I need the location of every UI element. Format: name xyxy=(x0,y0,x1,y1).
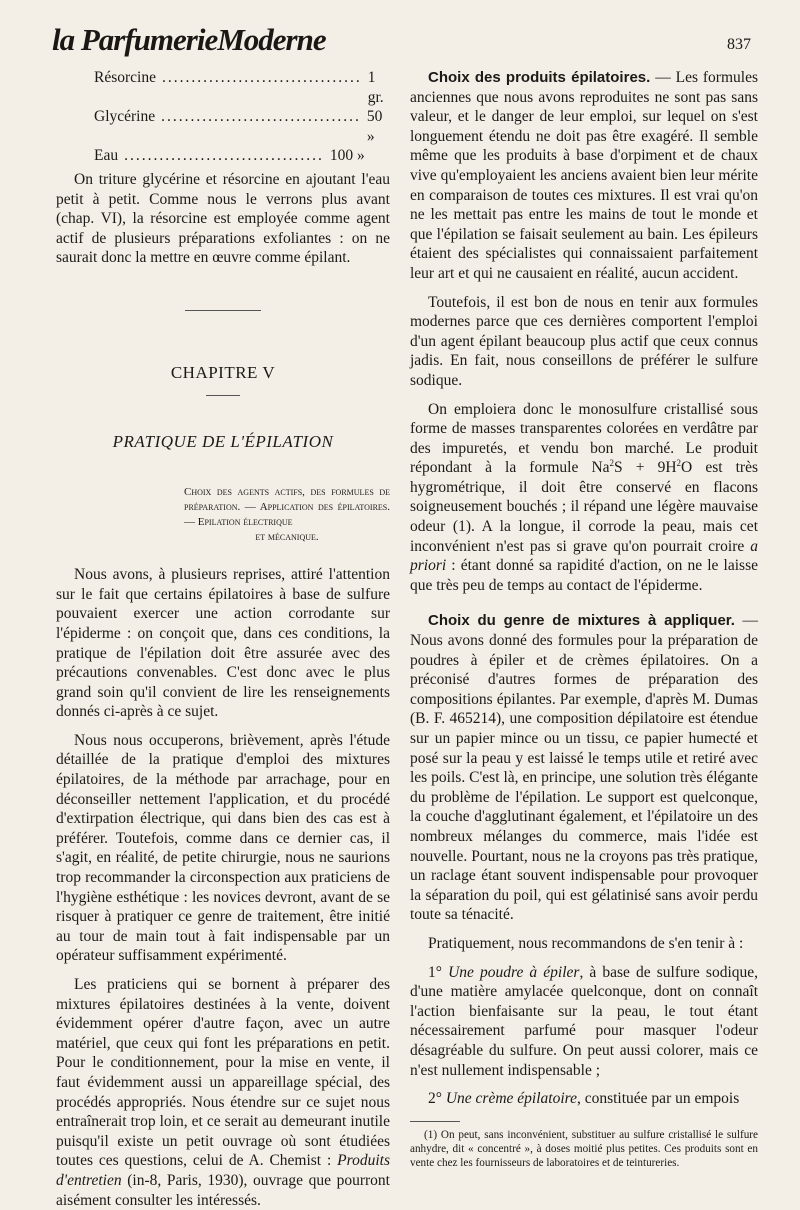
footnote-divider xyxy=(410,1121,460,1122)
chapter-divider xyxy=(206,395,240,396)
paragraph xyxy=(56,975,390,1210)
text-run: On emploiera donc le monosulfure cristallisé sous forme de masses transparentes colorées en verdâtre par des impuretés, et vendu bon marché. Le produit répondant à la formule Na xyxy=(410,400,758,477)
text-run: (in-8, Paris, 1930), ouvrage que pourront aisément consulter les intéressés. xyxy=(56,1171,390,1209)
subscript-digit: 2 xyxy=(676,458,682,469)
ingredient-name: Résorcine xyxy=(94,69,156,86)
paragraph: Nous avons, à plusieurs reprises, attiré l'attention sur le fait que certains épilatoires à base de sulfure pouvaient exercer une action corrodante sur l'épiderme : on conçoit que, dans ces conditions, la pratique de l'épilation doit être assurée avec des précautions convenables. C'est donc avec le plus grand soin qu'il convient de lire les renseignements donnés ci-après à ce sujet. xyxy=(56,566,390,721)
book-title: Produits d'entretien xyxy=(56,1152,390,1189)
paragraph xyxy=(410,68,758,284)
paragraph xyxy=(410,611,758,925)
page-number: 837 xyxy=(727,36,751,53)
text-run: Les praticiens qui se bornent à préparer des mixtures épilatoires destinées à la vente, doivent évidemment opérer d'autre façon, avec un autre matériel, que ceux qui font les préparations en petit. Pour le conditionnement, pour la mise en vente, il faut évidemment aussi un appareillage spécial, des procédés appropriés. Nous étendre sur ce sujet nous entraînerait trop loin, et ce serait au demeurant inutile puisqu'il existe un petit ouvrage où sont étudiées toutes ces questions, celui de A. Chemist : xyxy=(56,976,390,1170)
ingredient-amount: 100 » xyxy=(329,147,365,165)
ingredient-amount: 1 gr. xyxy=(367,69,384,106)
footnote: (1) On peut, sans inconvénient, substituer au sulfure cristallisé le sulfure anhydre, dit « concentré », à doses moitié plus petites. Ces produits sont en vente chez les fournisseurs de laboratoires et de teintureries. xyxy=(410,1128,758,1169)
text-run: O est très hygrométrique, il doit être conservé en flacons soigneusement bouchés ; il répand une légère mauvaise odeur (1). A la longue, il corrode la peau, mais cet inconvénient n'est pas si grave qu'on pourrait croire xyxy=(410,459,758,555)
ingredient-name: Glycérine xyxy=(94,108,156,126)
text-run: — Les formules anciennes que nous avons reproduites ne sont pas sans valeur, et le danger de leur emploi, sur lequel on s'est longuement étendu ne doit pas être exagéré. Il semble même que les produits à base d'orpiment et de chaux vive qu'employaient les anciens avaient bien leur mérite en comparaison de toutes ces mixtures. Il est vrai qu'on ne les mettait pas entre les mains de tout le monde et que l'épilation se faisait seulement au bain. Les épileurs étaient des spécialistes qui connaissaient parfaitement leur art et qui ne causaient en réalité, aucun accident. xyxy=(410,69,758,282)
subscript-digit: 2 xyxy=(609,458,615,469)
latin-phrase: a priori xyxy=(410,537,758,575)
leader-dots: .................................. xyxy=(161,108,361,126)
chapter-summary xyxy=(184,485,390,545)
item-title: Une crème épilatoire xyxy=(445,1090,577,1108)
recipe-item xyxy=(56,68,390,107)
runin-heading: Choix du genre de mixtures à appliquer. xyxy=(428,612,735,630)
text-run: , constituée par un empois xyxy=(576,1090,740,1108)
text-run: — Nous avons donné des formules pour la préparation de poudres à épiler et de crèmes épilatoires. On a préconisé d'autres formes de préparation des compositions épilantes. Par exemple, d'après M. Dumas (B. F. 465214), une composition dépilatoire est étendue sur un papier mince ou un tissu, ce papier humecté et posé sur la peau y est laissé le temps utile et retiré avec les poils. C'est là, en principe, une solution très élégante du problème de l'épilation. Le support est quelconque, la couche d'agglutinant également, et l'épilatoire un des nombreux mélanges du commerce, mais l'idée est nouvelle. Pourtant, nous ne la croyons pas très pratique, un raclage étant souvent indispensable pour provoquer la séparation du poil, qui est gélatinisé sans avoir perdu toute sa ténacité. xyxy=(410,612,758,924)
paragraph: Toutefois, il est bon de nous en tenir aux formules modernes parce que ces dernières comportent l'emploi d'un agent épilant beaucoup plus actif que ceux connus jadis. En fait, nous conseillons de préférer le sulfure sodique. xyxy=(410,293,758,389)
paragraph: On triture glycérine et résorcine en ajoutant l'eau petit à petit. Comme nous le verrons plus avant (chap. VI), la résorcine est employée comme agent actif de plusieurs préparations exfoliantes : on ne saurait donc la mettre en œuvre comme épilant. xyxy=(56,170,390,267)
paragraph: Nous nous occuperons, brièvement, après l'étude détaillée de la pratique d'emploi des mixtures épilatoires, de la méthode par arrachage, pour en déconseiller nettement l'application, et du procédé d'extirpation électrique, qui dans bien des cas est à préférer. Toutefois, comme dans ce dernier cas, il s'agit, en réalité, de petite chirurgie, nous ne saurions trop recommander la circonspection aux praticiens de l'hygiène esthétique : les novices devront, avant de se risquer à pratiquer ce genre de traitement, être initié au tour de main tout à fait indispensable par un opérateur suffisamment expérimenté. xyxy=(56,731,390,965)
text-run: , à base de sulfure sodique, d'une matière amylacée quelconque, dont on connaît l'action bienfaisante sur la peau, le tout étant nécessairement parfumé pour masquer l'odeur désagréable du sulfure. On peut aussi colorer, mais ce n'est nullement indispensable ; xyxy=(410,963,759,1079)
text-run: : étant donné sa rapidité d'action, on ne le laisse que très peu de temps au contact de l'épiderme. xyxy=(410,557,758,594)
ingredient-name: Eau xyxy=(94,147,119,165)
item-number: 2° xyxy=(428,1090,446,1108)
section-title: PRATIQUE DE L'ÉPILATION xyxy=(112,431,334,451)
runin-heading: Choix des produits épilatoires. xyxy=(428,69,651,86)
item-number: 1° xyxy=(428,963,449,981)
leader-dots: .................................. xyxy=(161,69,362,86)
left-column xyxy=(56,68,390,1210)
paragraph: Pratiquement, nous recommandons de s'en tenir à : xyxy=(428,934,744,952)
list-item xyxy=(410,1089,758,1109)
right-column xyxy=(410,68,758,1170)
journal-logo: la ParfumerieModerne xyxy=(52,22,326,57)
text-run: S + 9H xyxy=(614,459,677,477)
recipe-list xyxy=(56,68,390,166)
recipe-item xyxy=(56,146,390,166)
summary-text: Choix des agents actifs, des formules de préparation. — Application des épilatoires. — Epilation électrique xyxy=(184,486,390,529)
recipe-item xyxy=(56,107,390,146)
item-title: Une poudre à épiler xyxy=(448,963,580,981)
summary-text-end: et mécanique. xyxy=(255,531,319,544)
ingredient-amount: 50 » xyxy=(366,108,383,145)
paragraph xyxy=(410,400,758,596)
section-divider xyxy=(185,310,261,311)
leader-dots: .................................. xyxy=(124,147,324,165)
chapter-heading: CHAPITRE V xyxy=(170,362,276,382)
list-item xyxy=(410,963,758,1081)
